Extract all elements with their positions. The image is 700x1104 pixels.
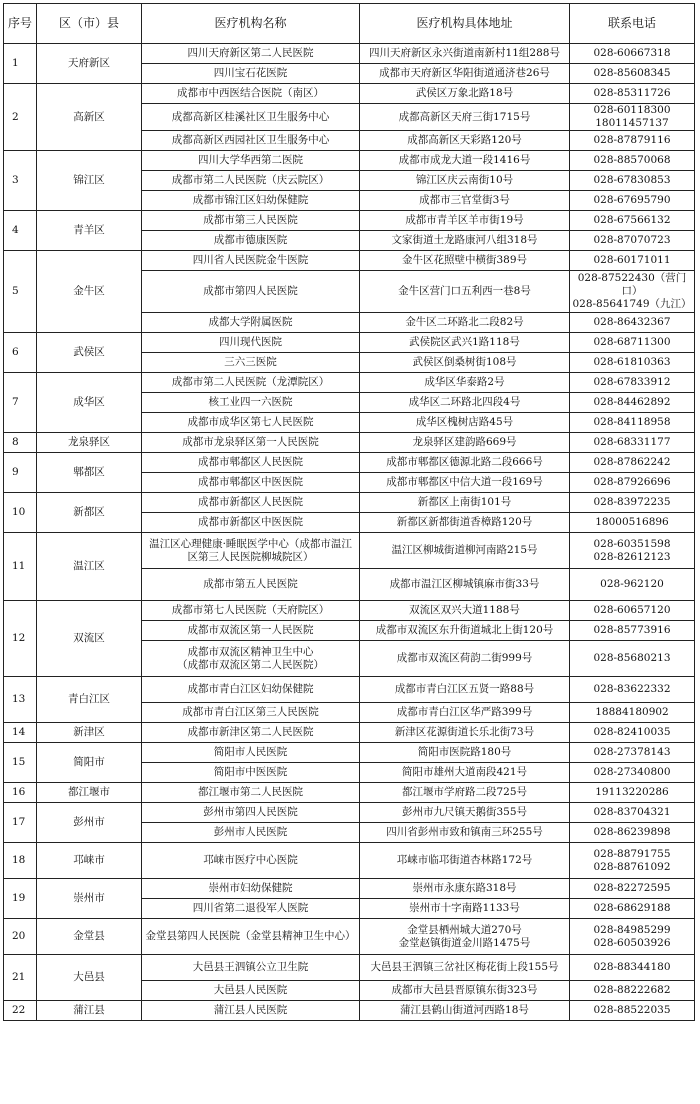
contact-phone: 028-87879116 xyxy=(570,131,695,151)
contact-phone: 028-60667318 xyxy=(570,44,695,64)
header-address: 医疗机构具体地址 xyxy=(360,4,570,44)
contact-phone: 028-87522430（营门口） 028-85641749（九江） xyxy=(570,271,695,313)
row-index: 4 xyxy=(4,211,37,251)
institution-name: 简阳市人民医院 xyxy=(142,743,360,763)
institution-name: 成都市第五人民医院 xyxy=(142,569,360,601)
row-index: 8 xyxy=(4,433,37,453)
institution-name: 成都市第三人民医院 xyxy=(142,211,360,231)
contact-phone: 028-68331177 xyxy=(570,433,695,453)
contact-phone: 028-84985299 028-60503926 xyxy=(570,919,695,955)
institution-name: 大邑县王泗镇公立卫生院 xyxy=(142,955,360,981)
institution-address: 大邑县王泗镇三岔社区梅花街上段155号 xyxy=(360,955,570,981)
district-cell: 都江堰市 xyxy=(37,783,142,803)
institution-address: 成都市郫都区中信大道一段169号 xyxy=(360,473,570,493)
row-index: 16 xyxy=(4,783,37,803)
table-row xyxy=(4,743,695,763)
district-cell: 成华区 xyxy=(37,373,142,433)
institution-address: 成都高新区天彩路120号 xyxy=(360,131,570,151)
institution-address: 武侯院区武兴1路118号 xyxy=(360,333,570,353)
contact-phone: 028-962120 xyxy=(570,569,695,601)
institution-address: 成都市双流区东升街道城北上街120号 xyxy=(360,621,570,641)
district-cell: 金牛区 xyxy=(37,251,142,333)
district-cell: 高新区 xyxy=(37,84,142,151)
district-cell: 青白江区 xyxy=(37,677,142,723)
contact-phone: 028-85773916 xyxy=(570,621,695,641)
institution-address: 金牛区营门口五利西一巷8号 xyxy=(360,271,570,313)
hospital-table xyxy=(3,3,695,1021)
institution-address: 邛崃市临邛街道杏林路172号 xyxy=(360,843,570,879)
table-row xyxy=(4,803,695,823)
institution-name: 成都市郫都区中医医院 xyxy=(142,473,360,493)
institution-address: 成都市青白江区华严路399号 xyxy=(360,703,570,723)
row-index: 5 xyxy=(4,251,37,333)
contact-phone: 028-83972235 xyxy=(570,493,695,513)
institution-address: 四川省彭州市致和镇南三环255号 xyxy=(360,823,570,843)
contact-phone: 028-87862242 xyxy=(570,453,695,473)
district-cell: 金堂县 xyxy=(37,919,142,955)
contact-phone: 028-84462892 xyxy=(570,393,695,413)
district-cell: 锦江区 xyxy=(37,151,142,211)
table-row xyxy=(4,493,695,513)
contact-phone: 028-61810363 xyxy=(570,353,695,373)
row-index: 6 xyxy=(4,333,37,373)
contact-phone: 028-83622332 xyxy=(570,677,695,703)
table-row xyxy=(4,44,695,64)
institution-name: 成都市第二人民医院（龙潭院区） xyxy=(142,373,360,393)
institution-name: 成都市青白江区妇幼保健院 xyxy=(142,677,360,703)
institution-name: 成都市锦江区妇幼保健院 xyxy=(142,191,360,211)
table-row xyxy=(4,433,695,453)
institution-address: 成都市三官堂街3号 xyxy=(360,191,570,211)
contact-phone: 028-87070723 xyxy=(570,231,695,251)
table-row xyxy=(4,211,695,231)
row-index: 15 xyxy=(4,743,37,783)
table-row xyxy=(4,919,695,955)
institution-name: 成都市中西医结合医院（南区） xyxy=(142,84,360,104)
contact-phone: 028-67833912 xyxy=(570,373,695,393)
institution-address: 崇州市永康东路318号 xyxy=(360,879,570,899)
row-index: 17 xyxy=(4,803,37,843)
institution-address: 锦江区庆云南街10号 xyxy=(360,171,570,191)
institution-address: 四川天府新区永兴街道南新村11组288号 xyxy=(360,44,570,64)
institution-name: 简阳市中医医院 xyxy=(142,763,360,783)
institution-name: 成都大学附属医院 xyxy=(142,313,360,333)
district-cell: 天府新区 xyxy=(37,44,142,84)
row-index: 3 xyxy=(4,151,37,211)
institution-name: 成都市新都区中医医院 xyxy=(142,513,360,533)
institution-name: 都江堰市第二人民医院 xyxy=(142,783,360,803)
table-row xyxy=(4,333,695,353)
table-row xyxy=(4,723,695,743)
contact-phone: 028-68711300 xyxy=(570,333,695,353)
institution-name: 成都市德康医院 xyxy=(142,231,360,251)
institution-address: 彭州市九尺镇天鹅街355号 xyxy=(360,803,570,823)
table-row xyxy=(4,533,695,569)
table-row xyxy=(4,84,695,104)
institution-name: 成都市第二人民医院（庆云院区） xyxy=(142,171,360,191)
table-row xyxy=(4,783,695,803)
institution-address: 成都市郫都区德源北路二段666号 xyxy=(360,453,570,473)
institution-name: 彭州市人民医院 xyxy=(142,823,360,843)
contact-phone: 028-83704321 xyxy=(570,803,695,823)
contact-phone: 18000516896 xyxy=(570,513,695,533)
contact-phone: 028-87926696 xyxy=(570,473,695,493)
institution-address: 都江堰市学府路二段725号 xyxy=(360,783,570,803)
institution-address: 成都市大邑县晋原镇东街323号 xyxy=(360,981,570,1001)
header-index: 序号 xyxy=(4,4,37,44)
institution-address: 新津区花源街道长乐北街73号 xyxy=(360,723,570,743)
table-body xyxy=(4,44,695,1021)
contact-phone: 028-88791755 028-88761092 xyxy=(570,843,695,879)
institution-address: 成都市天府新区华阳街道通济巷26号 xyxy=(360,64,570,84)
row-index: 22 xyxy=(4,1001,37,1021)
institution-name: 成都市双流区第一人民医院 xyxy=(142,621,360,641)
contact-phone: 028-85680213 xyxy=(570,641,695,677)
institution-name: 成都市龙泉驿区第一人民医院 xyxy=(142,433,360,453)
contact-phone: 028-85311726 xyxy=(570,84,695,104)
institution-address: 成都市成龙大道一段1416号 xyxy=(360,151,570,171)
institution-name: 成都市第七人民医院（天府院区） xyxy=(142,601,360,621)
institution-address: 文家街道土龙路康河八组318号 xyxy=(360,231,570,251)
district-cell: 简阳市 xyxy=(37,743,142,783)
district-cell: 双流区 xyxy=(37,601,142,677)
institution-name: 三六三医院 xyxy=(142,353,360,373)
institution-address: 新都区上南街101号 xyxy=(360,493,570,513)
institution-address: 双流区双兴大道1188号 xyxy=(360,601,570,621)
institution-address: 成都市温江区柳城镇麻市街33号 xyxy=(360,569,570,601)
contact-phone: 028-82272595 xyxy=(570,879,695,899)
row-index: 7 xyxy=(4,373,37,433)
contact-phone: 028-85608345 xyxy=(570,64,695,84)
row-index: 21 xyxy=(4,955,37,1001)
district-cell: 新津区 xyxy=(37,723,142,743)
institution-name: 成都高新区西园社区卫生服务中心 xyxy=(142,131,360,151)
contact-phone: 028-27340800 xyxy=(570,763,695,783)
institution-address: 武侯区万象北路18号 xyxy=(360,84,570,104)
institution-address: 金牛区二环路北二段82号 xyxy=(360,313,570,333)
contact-phone: 028-82410035 xyxy=(570,723,695,743)
institution-name: 成都市成华区第七人民医院 xyxy=(142,413,360,433)
row-index: 9 xyxy=(4,453,37,493)
contact-phone: 028-60171011 xyxy=(570,251,695,271)
row-index: 20 xyxy=(4,919,37,955)
institution-address: 成华区槐树店路45号 xyxy=(360,413,570,433)
institution-address: 成都市青羊区羊市街19号 xyxy=(360,211,570,231)
header-district: 区（市）县 xyxy=(37,4,142,44)
table-row xyxy=(4,955,695,981)
institution-name: 成都市新都区人民医院 xyxy=(142,493,360,513)
row-index: 2 xyxy=(4,84,37,151)
district-cell: 青羊区 xyxy=(37,211,142,251)
row-index: 14 xyxy=(4,723,37,743)
institution-name: 成都市新津区第二人民医院 xyxy=(142,723,360,743)
institution-address: 崇州市十字南路1133号 xyxy=(360,899,570,919)
contact-phone: 028-67566132 xyxy=(570,211,695,231)
row-index: 19 xyxy=(4,879,37,919)
institution-name: 四川天府新区第二人民医院 xyxy=(142,44,360,64)
institution-address: 武侯区倒桑树街108号 xyxy=(360,353,570,373)
institution-name: 蒲江县人民医院 xyxy=(142,1001,360,1021)
header-phone: 联系电话 xyxy=(570,4,695,44)
institution-name: 温江区心理健康·睡眠医学中心（成都市温江 区第三人民医院柳城院区） xyxy=(142,533,360,569)
institution-name: 成都市双流区精神卫生中心 （成都市双流区第二人民医院） xyxy=(142,641,360,677)
contact-phone: 028-27378143 xyxy=(570,743,695,763)
institution-address: 蒲江县鹤山街道河西路18号 xyxy=(360,1001,570,1021)
institution-address: 龙泉驿区建韵路669号 xyxy=(360,433,570,453)
row-index: 18 xyxy=(4,843,37,879)
institution-name: 成都高新区桂溪社区卫生服务中心 xyxy=(142,104,360,131)
district-cell: 武侯区 xyxy=(37,333,142,373)
institution-name: 金堂县第四人民医院（金堂县精神卫生中心） xyxy=(142,919,360,955)
contact-phone: 028-60351598 028-82612123 xyxy=(570,533,695,569)
contact-phone: 028-60118300 18011457137 xyxy=(570,104,695,131)
institution-name: 四川大学华西第二医院 xyxy=(142,151,360,171)
row-index: 12 xyxy=(4,601,37,677)
contact-phone: 028-84118958 xyxy=(570,413,695,433)
row-index: 11 xyxy=(4,533,37,601)
institution-address: 成华区华泰路2号 xyxy=(360,373,570,393)
institution-name: 成都市郫都区人民医院 xyxy=(142,453,360,473)
institution-address: 成华区二环路北四段4号 xyxy=(360,393,570,413)
row-index: 1 xyxy=(4,44,37,84)
institution-address: 金牛区花照壁中横街389号 xyxy=(360,251,570,271)
table-row xyxy=(4,151,695,171)
district-cell: 蒲江县 xyxy=(37,1001,142,1021)
contact-phone: 19113220286 xyxy=(570,783,695,803)
institution-address: 温江区柳城街道柳河南路215号 xyxy=(360,533,570,569)
institution-name: 崇州市妇幼保健院 xyxy=(142,879,360,899)
institution-address: 新都区新都街道香樟路120号 xyxy=(360,513,570,533)
district-cell: 郫都区 xyxy=(37,453,142,493)
institution-name: 四川省第二退役军人医院 xyxy=(142,899,360,919)
contact-phone: 028-67695790 xyxy=(570,191,695,211)
institution-address: 成都市双流区荷韵二街999号 xyxy=(360,641,570,677)
contact-phone: 18884180902 xyxy=(570,703,695,723)
institution-name: 四川现代医院 xyxy=(142,333,360,353)
table-row xyxy=(4,1001,695,1021)
table-row xyxy=(4,373,695,393)
district-cell: 龙泉驿区 xyxy=(37,433,142,453)
district-cell: 崇州市 xyxy=(37,879,142,919)
table-row xyxy=(4,677,695,703)
institution-address: 成都高新区天府三街1715号 xyxy=(360,104,570,131)
institution-address: 简阳市医院路180号 xyxy=(360,743,570,763)
institution-name: 成都市第四人民医院 xyxy=(142,271,360,313)
district-cell: 邛崃市 xyxy=(37,843,142,879)
table-row xyxy=(4,453,695,473)
contact-phone: 028-86239898 xyxy=(570,823,695,843)
table-row xyxy=(4,879,695,899)
contact-phone: 028-88222682 xyxy=(570,981,695,1001)
institution-address: 简阳市雄州大道南段421号 xyxy=(360,763,570,783)
district-cell: 彭州市 xyxy=(37,803,142,843)
table-row xyxy=(4,251,695,271)
district-cell: 温江区 xyxy=(37,533,142,601)
institution-name: 四川省人民医院金牛医院 xyxy=(142,251,360,271)
contact-phone: 028-60657120 xyxy=(570,601,695,621)
institution-address: 成都市青白江区五贤一路88号 xyxy=(360,677,570,703)
contact-phone: 028-88570068 xyxy=(570,151,695,171)
header-institution: 医疗机构名称 xyxy=(142,4,360,44)
contact-phone: 028-88344180 xyxy=(570,955,695,981)
header-row xyxy=(4,4,695,44)
institution-name: 四川宝石花医院 xyxy=(142,64,360,84)
table-row xyxy=(4,843,695,879)
institution-address: 金堂县栖州城大道270号 金堂赵镇街道金川路1475号 xyxy=(360,919,570,955)
contact-phone: 028-88522035 xyxy=(570,1001,695,1021)
institution-name: 核工业四一六医院 xyxy=(142,393,360,413)
row-index: 10 xyxy=(4,493,37,533)
contact-phone: 028-67830853 xyxy=(570,171,695,191)
district-cell: 新都区 xyxy=(37,493,142,533)
row-index: 13 xyxy=(4,677,37,723)
contact-phone: 028-68629188 xyxy=(570,899,695,919)
contact-phone: 028-86432367 xyxy=(570,313,695,333)
institution-name: 彭州市第四人民医院 xyxy=(142,803,360,823)
table-row xyxy=(4,601,695,621)
institution-name: 成都市青白江区第三人民医院 xyxy=(142,703,360,723)
institution-name: 邛崃市医疗中心医院 xyxy=(142,843,360,879)
institution-name: 大邑县人民医院 xyxy=(142,981,360,1001)
district-cell: 大邑县 xyxy=(37,955,142,1001)
